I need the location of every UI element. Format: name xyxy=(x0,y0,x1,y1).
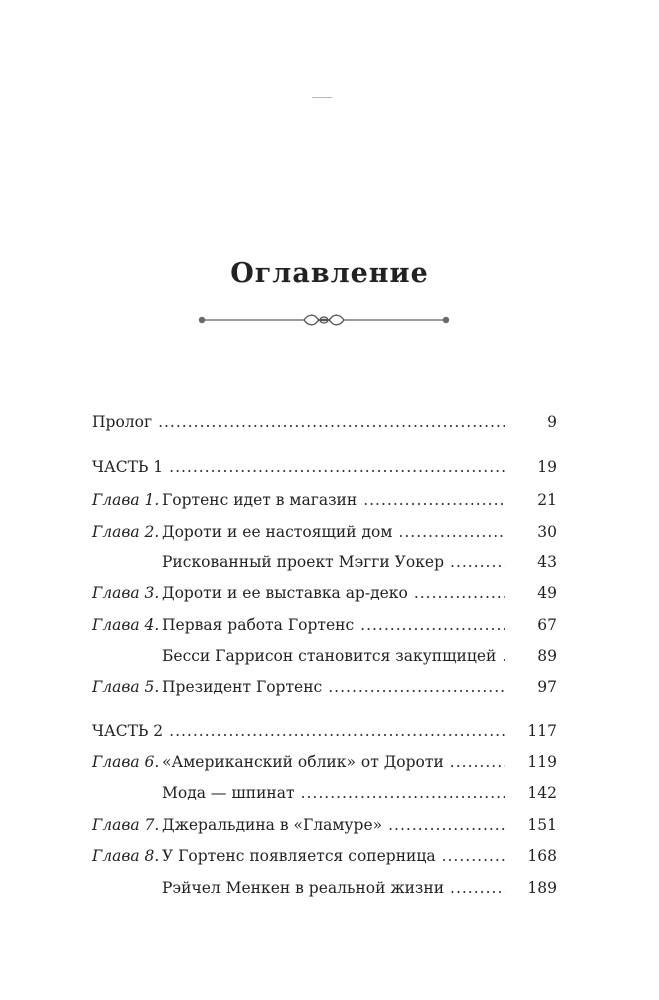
toc-entry xyxy=(92,487,557,513)
page-number: 43 xyxy=(537,553,557,571)
dot-leader xyxy=(442,843,505,869)
chapter-label: Глава 6. xyxy=(92,753,160,771)
page-number: 189 xyxy=(527,879,557,897)
page-number: 168 xyxy=(527,847,557,865)
toc-entry-title: ЧАСТЬ 2 xyxy=(92,722,164,740)
toc-entry-title: Рэйчел Менкен в реальной жизни xyxy=(162,879,445,897)
chapter-label: Глава 7. xyxy=(92,816,160,834)
toc-entry-title: «Американский облик» от Дороти xyxy=(162,753,444,771)
chapter-label: Глава 5. xyxy=(92,678,160,696)
toc-entry xyxy=(92,875,557,901)
page-number: 119 xyxy=(527,753,557,771)
chapter-label: Глава 1. xyxy=(92,491,160,509)
toc-entry-title: Бесси Гаррисон становится закупщицей xyxy=(162,647,497,665)
page-number: 30 xyxy=(537,523,557,541)
toc-entry xyxy=(92,612,557,638)
dot-leader xyxy=(414,580,505,606)
chapter-label: Глава 8. xyxy=(92,847,160,865)
page-title: Оглавление xyxy=(230,258,429,289)
page-number: 89 xyxy=(537,647,557,665)
page-number: 49 xyxy=(537,584,557,602)
toc-entry xyxy=(92,409,557,435)
toc-entry-title: ЧАСТЬ 1 xyxy=(92,458,164,476)
toc-entry xyxy=(92,454,557,480)
chapter-label: Глава 4. xyxy=(92,616,160,634)
toc-entry-title: Дороти и ее выставка ар-деко xyxy=(162,584,408,602)
toc-entry-title: Рискованный проект Мэгги Уокер xyxy=(162,553,444,571)
dot-leader xyxy=(158,409,505,435)
toc-entry-title: Джеральдина в «Гламуре» xyxy=(162,816,383,834)
dot-leader xyxy=(301,780,505,806)
dot-leader xyxy=(450,749,505,775)
toc-entry xyxy=(92,780,557,806)
toc-entry xyxy=(92,580,557,606)
dot-leader xyxy=(363,487,505,513)
toc-entry-title: Гортенс идет в магазин xyxy=(162,491,358,509)
page-number: 97 xyxy=(537,678,557,696)
toc-entry-title: Пролог xyxy=(92,413,153,431)
toc-entry-title: У Гортенс появляется соперница xyxy=(162,847,436,865)
toc-entry-title: Первая работа Гортенс xyxy=(162,616,355,634)
dot-leader xyxy=(169,454,505,480)
page-number: 19 xyxy=(537,458,557,476)
dot-leader xyxy=(169,718,505,744)
dot-leader xyxy=(360,612,505,638)
toc-entry-title: Дороти и ее настоящий дом xyxy=(162,523,393,541)
dot-leader xyxy=(450,875,505,901)
toc-entry xyxy=(92,843,557,869)
toc-entry xyxy=(92,549,557,575)
page-number: 117 xyxy=(527,722,557,740)
dot-leader xyxy=(328,674,505,700)
toc-entry xyxy=(92,519,557,545)
toc-entry xyxy=(92,643,557,669)
dot-leader xyxy=(398,519,505,545)
toc-entry-title: Мода — шпинат xyxy=(162,784,295,802)
page-number: 21 xyxy=(537,491,557,509)
toc-entry xyxy=(92,718,557,744)
toc-entry-title: Президент Гортенс xyxy=(162,678,323,696)
toc-entry xyxy=(92,674,557,700)
page-number: 67 xyxy=(537,616,557,634)
dot-leader xyxy=(502,643,505,669)
chapter-label: Глава 3. xyxy=(92,584,160,602)
dot-leader xyxy=(388,812,505,838)
chapter-label: Глава 2. xyxy=(92,523,160,541)
page-number: 142 xyxy=(527,784,557,802)
toc-entry xyxy=(92,749,557,775)
dot-leader xyxy=(450,549,505,575)
page-number: 151 xyxy=(527,816,557,834)
page-number: 9 xyxy=(547,413,557,431)
toc-entry xyxy=(92,812,557,838)
